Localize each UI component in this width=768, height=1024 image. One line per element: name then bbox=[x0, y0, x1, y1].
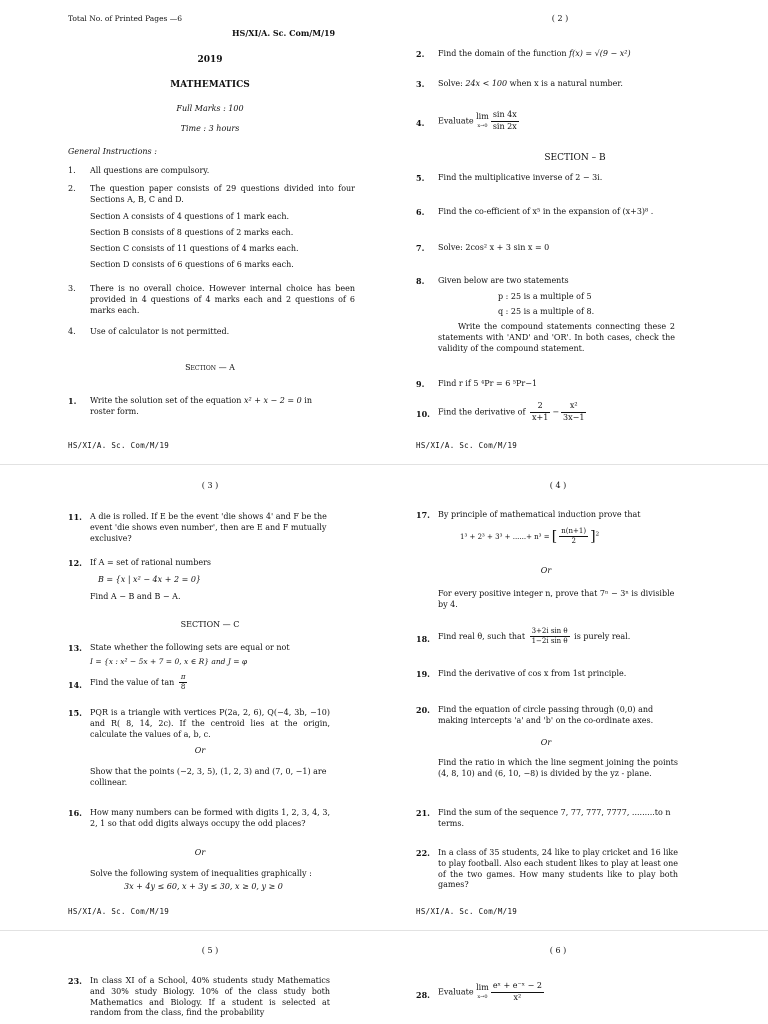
question-number: 13. bbox=[68, 643, 82, 653]
q17-exponent: 2 bbox=[595, 531, 600, 538]
q28-denominator: x² bbox=[513, 992, 522, 1002]
q16-inequalities: 3x + 4y ≤ 60, x + 3y ≤ 30, x ≥ 0, y ≥ 0 bbox=[124, 882, 283, 891]
q18-text: Find real θ, such that bbox=[438, 631, 528, 641]
page-divider bbox=[0, 464, 768, 465]
question-number: 11. bbox=[68, 512, 82, 522]
question-6: Find the co-efficient of x⁵ in the expansion of (x+3)⁸ . bbox=[438, 207, 654, 216]
q28-limit: lim bbox=[476, 983, 489, 993]
instruction-number: 2. bbox=[68, 184, 76, 193]
q1-equation: x² + x − 2 = 0 bbox=[243, 396, 302, 405]
instruction-number: 3. bbox=[68, 284, 76, 293]
question-11: A die is rolled. If E be the event 'die shows 4' and F be the event 'die shows even number', then are E and F mutually exclusive? bbox=[90, 512, 327, 543]
page-divider bbox=[0, 930, 768, 931]
q17-formula: 1³ + 2³ + 3³ + ......+ n³ = [ $\frac{n(n+1)}{2}$ ]$^2$ bbox=[460, 527, 600, 546]
page-number-header: ( 6 ) bbox=[549, 946, 567, 955]
question-4 bbox=[438, 110, 521, 133]
q4-numerator: sin 4x bbox=[491, 110, 519, 122]
q17-lhs: 1³ + 2³ + 3³ + ......+ n³ = bbox=[460, 532, 552, 541]
q3-text-end: when x is a natural number. bbox=[507, 79, 623, 88]
q8-instruction: Write the compound statements connecting these 2 statements with 'AND' and 'OR'. In both cases, check the validity of the compound statement. bbox=[438, 322, 675, 353]
q28-numerator: eˣ + e⁻ˣ − 2 bbox=[491, 981, 544, 993]
question-22: In a class of 35 students, 24 like to play cricket and 16 like to play football. Also each student likes to play at least one of the two games. How many students like to play both games? bbox=[438, 848, 678, 890]
question-number: 1. bbox=[68, 396, 77, 406]
page-number-header: ( 3 ) bbox=[201, 481, 219, 490]
question-23: In class XI of a School, 40% students study Mathematics and 30% study Biology. 10% of the class study both Mathematics and Biology. If a student is selected at random from the class, find the probability bbox=[90, 976, 330, 1018]
question-28 bbox=[438, 981, 546, 1004]
q16-alternative: Solve the following system of inequalities graphically : bbox=[90, 869, 312, 878]
section-a-heading: Section — A bbox=[185, 363, 235, 372]
subject-title: MATHEMATICS bbox=[170, 80, 250, 90]
q2-text: Find the domain of the function bbox=[438, 49, 570, 58]
q3-equation: 24x < 100 bbox=[465, 79, 508, 88]
q12-instruction: Find A − B and B − A. bbox=[90, 592, 181, 601]
question-number: 22. bbox=[416, 848, 430, 858]
q17-alternative: For every positive integer n, prove that 7ⁿ − 3ⁿ is divisible by 4. bbox=[438, 589, 675, 609]
question-number: 9. bbox=[416, 379, 425, 389]
q10-fraction1-denominator: x+1 bbox=[532, 412, 549, 422]
q28-text: Evaluate bbox=[438, 987, 477, 997]
question-1 bbox=[90, 396, 330, 418]
q10-fraction2-denominator: 3x−1 bbox=[563, 412, 585, 422]
q8-statement-q: q : 25 is a multiple of 8. bbox=[498, 307, 595, 316]
full-marks: Full Marks : 100 bbox=[176, 104, 244, 113]
question-14 bbox=[90, 673, 189, 693]
page-footer: HS/XI/A. Sc. Com/M/19 bbox=[416, 441, 518, 450]
question-20: Find the equation of circle passing through (0,0) and making intercepts 'a' and 'b' on the co-ordinate axes. bbox=[438, 705, 654, 725]
question-15: PQR is a triangle with vertices P(2a, 2, 6), Q(−4, 3b, −10) and R( 8, 14, 2c). If the centroid lies at the origin, calculate the values of a, b, c. bbox=[90, 708, 330, 739]
printed-pages-note: Total No. of Printed Pages —6 bbox=[68, 14, 183, 23]
section-d-info: Section D consists of 6 questions of 6 marks each. bbox=[90, 260, 294, 269]
q18-text-end: is purely real. bbox=[571, 631, 631, 641]
q1-text-end: in roster form. bbox=[90, 396, 312, 416]
page-number-header: ( 4 ) bbox=[549, 481, 567, 490]
general-instructions-heading: General Instructions : bbox=[68, 147, 157, 156]
question-number: 12. bbox=[68, 558, 82, 568]
question-3 bbox=[438, 79, 623, 90]
question-number: 17. bbox=[416, 510, 430, 520]
q4-limit: lim bbox=[476, 112, 489, 122]
question-number: 5. bbox=[416, 173, 425, 183]
question-19: Find the derivative of cos x from 1st principle. bbox=[438, 669, 627, 678]
question-7: Solve: 2cos² x + 3 sin x = 0 bbox=[438, 243, 550, 252]
question-number: 2. bbox=[416, 49, 425, 59]
instruction-text: Use of calculator is not permitted. bbox=[90, 327, 230, 336]
question-8: Given below are two statements bbox=[438, 276, 569, 285]
q4-limit-sub: x→0 bbox=[477, 123, 488, 130]
q12-set-b: B = {x | x² − 4x + 2 = 0} bbox=[98, 575, 202, 584]
question-9: Find r if 5 ⁴Pr = 6 ⁵Pr−1 bbox=[438, 379, 538, 388]
question-2 bbox=[438, 49, 631, 60]
q10-fraction1-numerator: 2 bbox=[530, 401, 550, 413]
paper-code: HS/XI/A. Sc. Com/M/19 bbox=[232, 28, 336, 38]
q4-text: Evaluate bbox=[438, 116, 477, 126]
q14-text: Find the value of tan bbox=[90, 677, 177, 687]
question-number: 6. bbox=[416, 207, 425, 217]
q18-numerator: 3+2i sin θ bbox=[530, 627, 570, 637]
question-number: 21. bbox=[416, 808, 430, 818]
exam-year: 2019 bbox=[197, 55, 223, 65]
question-12: If A = set of rational numbers bbox=[90, 558, 212, 567]
q15-alternative: Show that the points (−2, 3, 5), (1, 2, 3) and (7, 0, −1) are collinear. bbox=[90, 767, 327, 787]
q17-numerator: n(n+1) bbox=[559, 527, 588, 537]
instruction-text: The question paper consists of 29 questions divided into four Sections A, B, C and D. bbox=[90, 184, 355, 204]
or-label: Or bbox=[194, 848, 206, 857]
instruction-text: There is no overall choice. However internal choice has been provided in 4 questions of 4 marks each and 2 questions of 6 marks each. bbox=[90, 284, 355, 315]
question-number: 20. bbox=[416, 705, 430, 715]
question-21: Find the sum of the sequence 7, 77, 777, 7777, .........to n terms. bbox=[438, 808, 671, 828]
question-13: State whether the following sets are equal or not bbox=[90, 643, 290, 652]
q18-denominator: 1−2i sin θ bbox=[531, 637, 568, 646]
time-allowed: Time : 3 hours bbox=[180, 124, 240, 133]
q10-text: Find the derivative of bbox=[438, 407, 528, 417]
section-c-heading: SECTION — C bbox=[180, 620, 240, 629]
question-10: Find the derivative of $\frac{2}{x+1}$ − $\frac{\text{x²}}{3x-1}$ bbox=[438, 401, 585, 422]
page-number-header: ( 5 ) bbox=[201, 946, 219, 955]
instruction-number: 1. bbox=[68, 166, 76, 175]
q8-statement-p: p : 25 is a multiple of 5 bbox=[498, 292, 592, 301]
question-18 bbox=[438, 627, 630, 647]
question-16: How many numbers can be formed with digits 1, 2, 3, 4, 3, 2, 1 so that odd digits always occupy the odd places? bbox=[90, 808, 330, 828]
q20-alternative: Find the ratio in which the line segment joining the points (4, 8, 10) and (6, 10, −8) is divided by the yz - plane. bbox=[438, 758, 678, 778]
question-number: 23. bbox=[68, 976, 82, 986]
q28-limit-sub: x→0 bbox=[477, 994, 488, 1001]
q13-sets: I = {x : x² − 5x + 7 = 0, x ∈ R} and J = φ bbox=[90, 657, 248, 666]
question-number: 14. bbox=[68, 680, 82, 690]
question-17: By principle of mathematical induction prove that bbox=[438, 510, 641, 519]
page-footer: HS/XI/A. Sc. Com/M/19 bbox=[68, 907, 170, 916]
q1-text: Write the solution set of the equation bbox=[90, 396, 244, 405]
q3-text: Solve: bbox=[438, 79, 466, 88]
or-label: Or bbox=[540, 738, 552, 747]
q10-fraction2-numerator: x² bbox=[561, 401, 586, 413]
or-label: Or bbox=[194, 746, 206, 755]
question-number: 7. bbox=[416, 243, 425, 253]
section-c-info: Section C consists of 11 questions of 4 marks each. bbox=[90, 244, 299, 253]
question-number: 15. bbox=[68, 708, 82, 718]
instruction-text: All questions are compulsory. bbox=[90, 166, 210, 175]
question-5: Find the multiplicative inverse of 2 − 3i. bbox=[438, 173, 603, 182]
question-number: 10. bbox=[416, 409, 430, 419]
question-number: 28. bbox=[416, 990, 430, 1000]
q14-numerator: π bbox=[179, 673, 188, 683]
section-b-heading: SECTION – B bbox=[544, 153, 606, 163]
question-number: 19. bbox=[416, 669, 430, 679]
question-number: 3. bbox=[416, 79, 425, 89]
q4-denominator: sin 2x bbox=[492, 121, 517, 131]
question-number: 4. bbox=[416, 118, 425, 128]
q14-denominator: 8 bbox=[180, 683, 186, 692]
page-footer: HS/XI/A. Sc. Com/M/19 bbox=[68, 441, 170, 450]
question-number: 18. bbox=[416, 634, 430, 644]
page-number-header: ( 2 ) bbox=[551, 14, 569, 23]
instruction-number: 4. bbox=[68, 327, 76, 336]
or-label: Or bbox=[540, 566, 552, 575]
question-number: 16. bbox=[68, 808, 82, 818]
q2-equation: f(x) = √(9 − x²) bbox=[569, 49, 631, 58]
page-footer: HS/XI/A. Sc. Com/M/19 bbox=[416, 907, 518, 916]
section-a-info: Section A consists of 4 questions of 1 mark each. bbox=[90, 212, 290, 221]
section-b-info: Section B consists of 8 questions of 2 marks each. bbox=[90, 228, 294, 237]
q17-denominator: 2 bbox=[571, 537, 576, 546]
question-number: 8. bbox=[416, 276, 425, 286]
